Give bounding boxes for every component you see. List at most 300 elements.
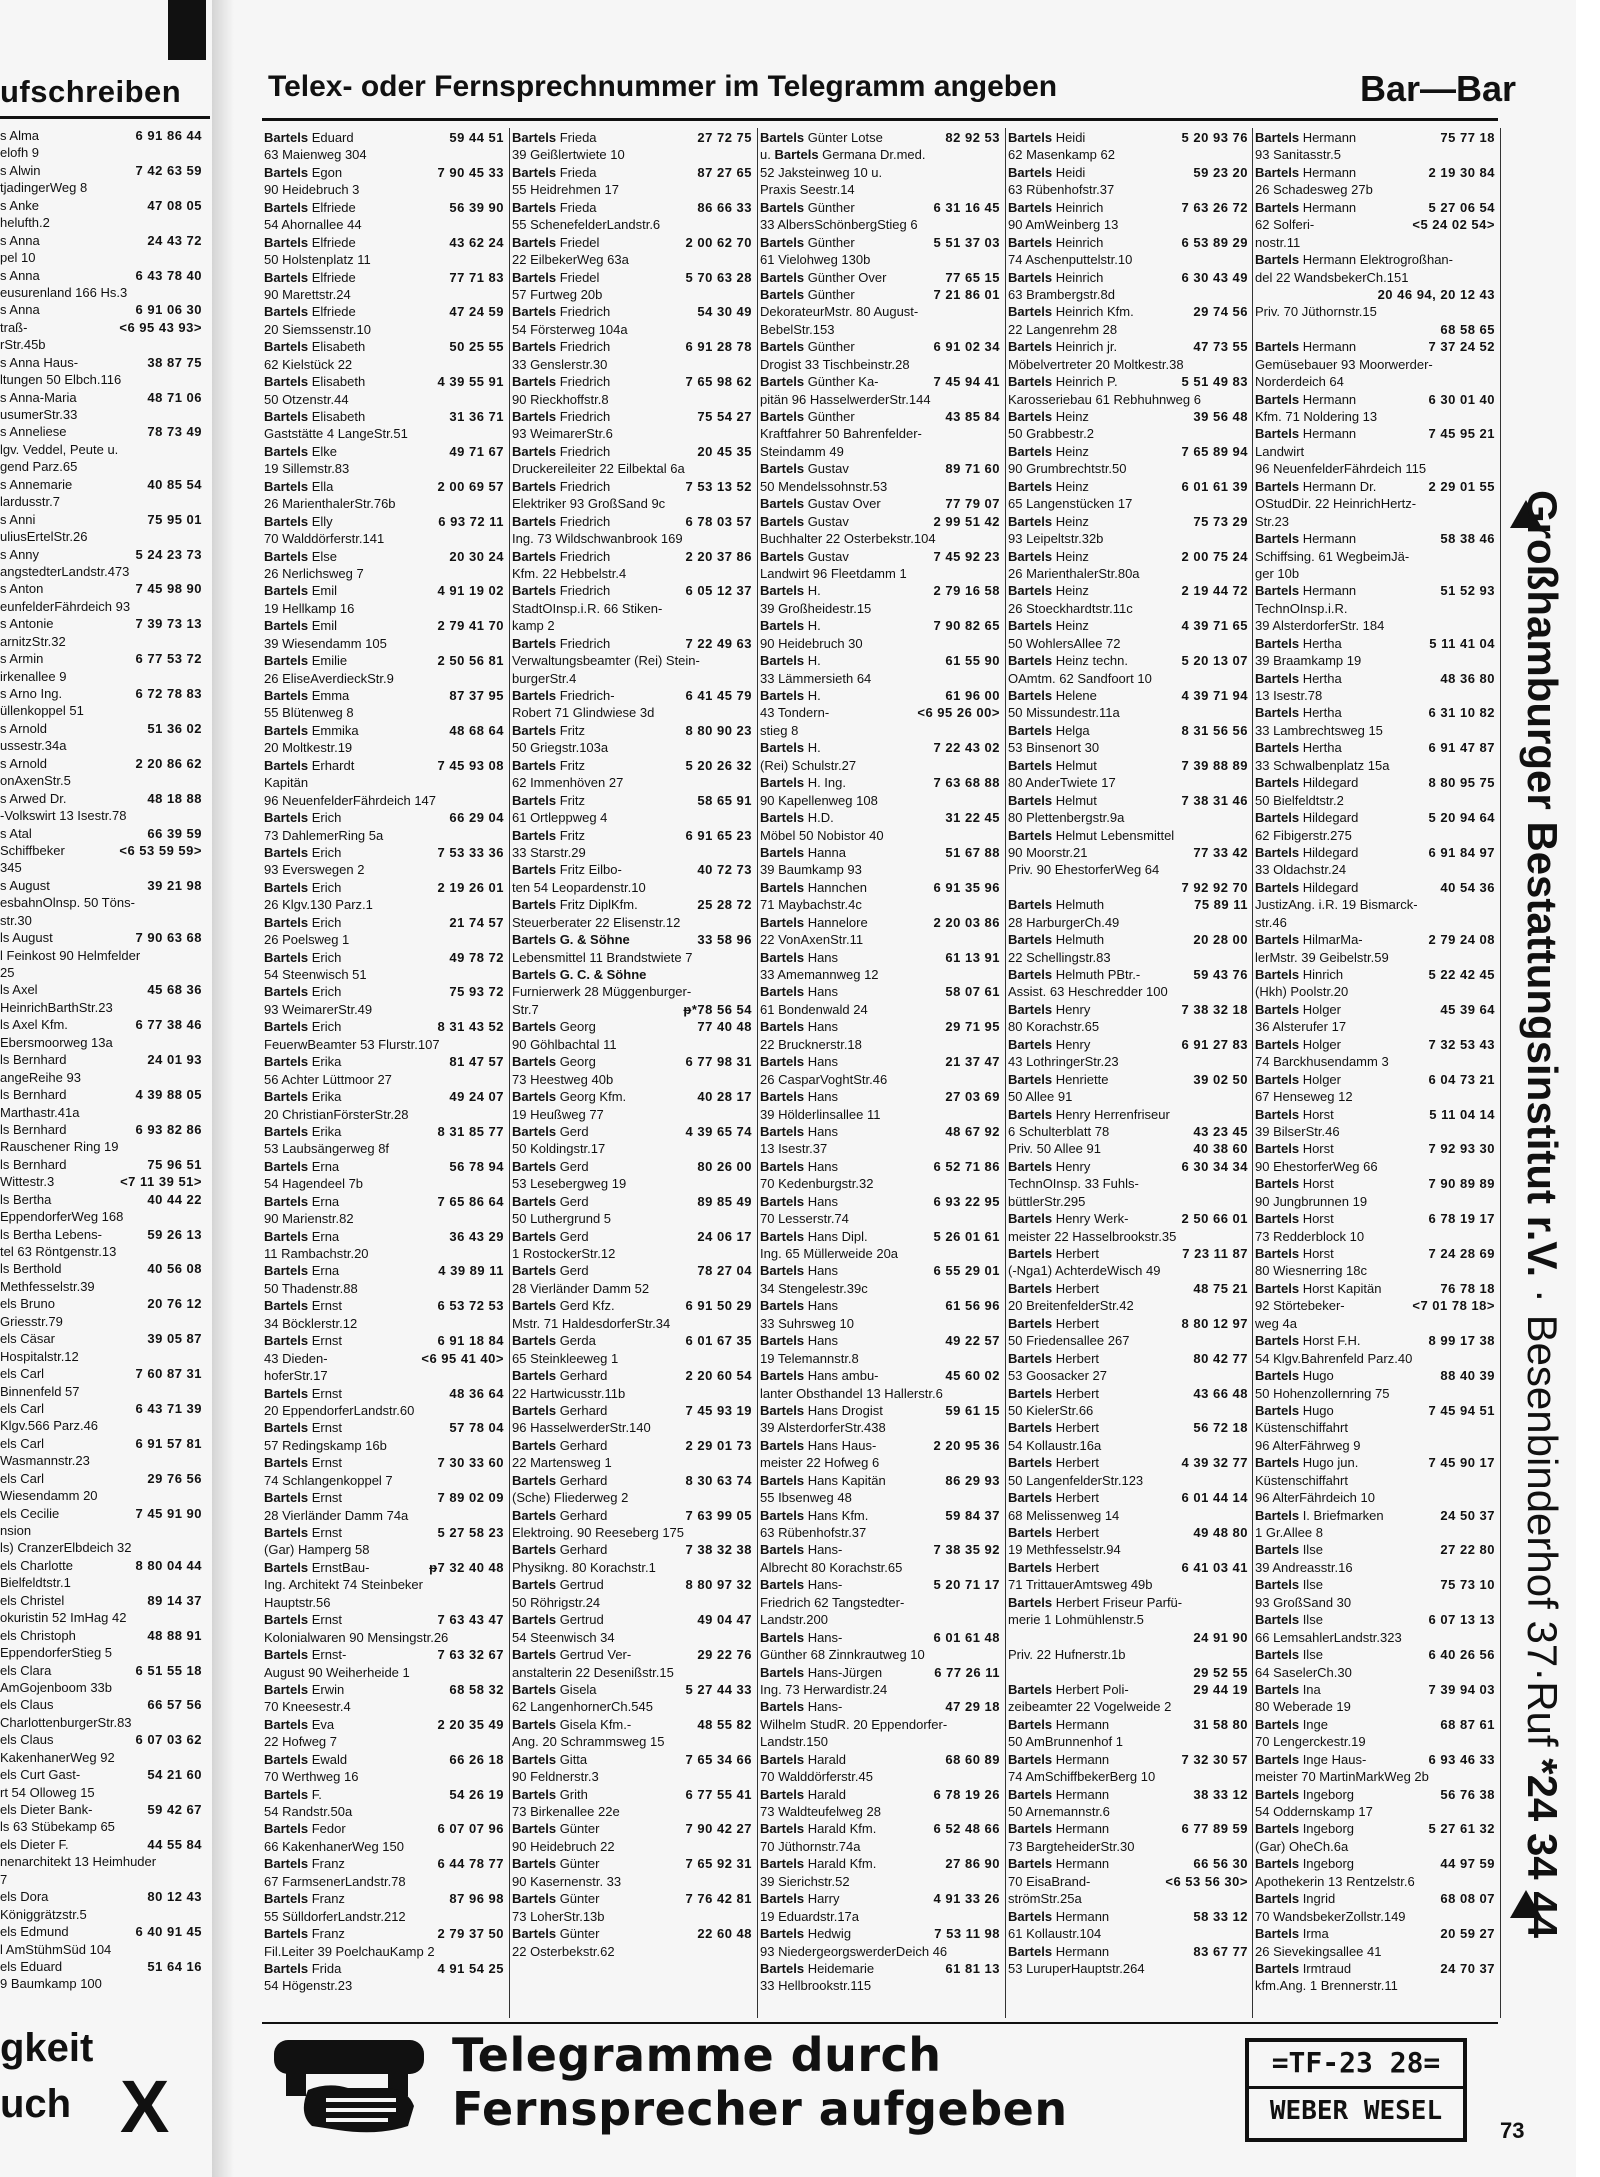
entry-phone-number: 54 30 49 (697, 304, 752, 320)
directory-entry (512, 1647, 752, 1664)
directory-entry (512, 531, 752, 548)
directory-entry (1008, 1438, 1248, 1455)
directory-entry (1255, 1229, 1495, 1246)
entry-text: 28 Vierländer Damm 74a (264, 1507, 409, 1523)
entry-text: JustizAng. i.R. 19 Bismarck- (1255, 897, 1418, 913)
directory-entry (1008, 270, 1248, 287)
directory-entry (512, 392, 752, 409)
directory-entry (264, 915, 504, 932)
entry-text: angeReihe 93 (0, 1069, 81, 1085)
entry-text: Bartels Holger (1255, 1071, 1341, 1087)
directory-entry (1008, 1386, 1248, 1403)
entry-phone-number: 7 39 73 13 (135, 616, 202, 632)
entry-text: 70 Lengerckestr.19 (1255, 1734, 1366, 1750)
directory-entry (264, 1682, 504, 1699)
entry-text: Bartels Ingeborg (1255, 1821, 1355, 1837)
entry-text: s Anke (0, 197, 40, 213)
directory-entry (512, 409, 752, 426)
directory-entry (760, 828, 1000, 845)
directory-entry (512, 1595, 752, 1612)
directory-entry (512, 514, 752, 531)
directory-entry (1255, 287, 1495, 304)
entry-text: del 22 WandsbekerCh.151 (1255, 269, 1409, 285)
entry-phone-number: 48 71 06 (147, 389, 202, 405)
entry-phone-number: 6 78 19 17 (1428, 1211, 1495, 1227)
entry-text: 73 Heestweg 40b (512, 1071, 614, 1087)
entry-text: els Carl (0, 1470, 45, 1486)
directory-entry (1255, 758, 1495, 775)
directory-entry (1008, 932, 1248, 949)
directory-entry (264, 1316, 504, 1333)
directory-entry (1255, 1054, 1495, 1071)
entry-phone-number: 4 39 88 05 (135, 1087, 202, 1103)
entry-text: lanter Obsthandel 13 Hallerstr.6 (760, 1385, 943, 1401)
entry-phone-number: <6 95 41 40> (421, 1350, 504, 1366)
directory-entry (0, 965, 206, 982)
directory-entry (1008, 1542, 1248, 1559)
directory-entry (264, 1630, 504, 1647)
entry-text: Bartels Henry (1008, 1036, 1091, 1052)
directory-entry (264, 1455, 504, 1472)
ad-separator: · (1519, 1288, 1566, 1303)
entry-text: 50 Luthergrund 5 (512, 1211, 612, 1227)
entry-phone-number: 7 45 94 41 (933, 374, 1000, 390)
directory-entry (264, 130, 504, 147)
entry-text: Landstr.150 (760, 1734, 828, 1750)
entry-phone-number: 77 71 83 (449, 269, 504, 285)
entry-phone-number: 75 96 51 (147, 1156, 202, 1172)
entry-text: Bartels Herbert Friseur Parfü- (1008, 1594, 1183, 1610)
directory-entry (264, 705, 504, 722)
entry-phone-number: 51 36 02 (147, 720, 202, 736)
entry-text: Bartels Inge (1255, 1716, 1328, 1732)
directory-entry (264, 426, 504, 443)
directory-entry (1255, 322, 1495, 339)
directory-entry (264, 566, 504, 583)
directory-entry (760, 531, 1000, 548)
directory-entry (760, 322, 1000, 339)
entry-phone-number: 7 65 34 66 (685, 1751, 752, 1767)
directory-entry (264, 618, 504, 635)
entry-text: Bartels Georg (512, 1019, 596, 1035)
entry-phone-number: 6 01 61 39 (1181, 478, 1248, 494)
entry-text: Bartels Gertrud (512, 1612, 604, 1628)
entry-text: Bartels Hans (760, 949, 839, 965)
directory-entry (264, 880, 504, 897)
entry-text: Möbelvertreter 20 Moltkestr.38 (1008, 356, 1184, 372)
directory-entry (512, 1298, 752, 1315)
entry-text: Bartels Herbert (1008, 1350, 1100, 1366)
directory-entry (1255, 409, 1495, 426)
entry-text: 50 Hohenzollernring 75 (1255, 1385, 1390, 1401)
directory-entry (760, 984, 1000, 1001)
entry-phone-number: 47 73 55 (1193, 339, 1248, 355)
entry-phone-number: 48 55 82 (697, 1716, 752, 1732)
directory-entry (0, 1767, 206, 1784)
directory-entry (264, 549, 504, 566)
entry-phone-number: 75 77 18 (1440, 130, 1495, 145)
entry-phone-number: 40 56 08 (147, 1261, 202, 1277)
directory-entry (512, 723, 752, 740)
directory-entry (512, 304, 752, 321)
entry-phone-number: 44 55 84 (147, 1836, 202, 1852)
directory-entry (1008, 1211, 1248, 1228)
entry-text: Bartels Fritz (512, 757, 585, 773)
entry-text: 93 NiedergeorgswerderDeich 46 (760, 1943, 948, 1959)
entry-text: 9 Baumkamp 100 (0, 1976, 102, 1992)
directory-entry (1255, 235, 1495, 252)
entry-text: els Carl (0, 1435, 45, 1451)
directory-entry (0, 1279, 206, 1296)
directory-entry (1008, 235, 1248, 252)
entry-text: 53 Laubsängerweg 8f (264, 1141, 390, 1157)
entry-text: ltungen 50 Elbch.116 (0, 372, 122, 388)
directory-entry (1008, 1037, 1248, 1054)
directory-entry (1008, 1316, 1248, 1333)
directory-entry (0, 1174, 206, 1191)
entry-text: arnitzStr.32 (0, 633, 66, 649)
entry-text: Bartels Gustav (760, 513, 849, 529)
directory-entry (512, 1856, 752, 1873)
entry-text: Bartels Ingeborg (1255, 1856, 1355, 1872)
directory-entry (1008, 1176, 1248, 1193)
directory-entry (264, 1211, 504, 1228)
directory-entry (1255, 1525, 1495, 1542)
entry-phone-number: 40 85 54 (147, 476, 202, 492)
directory-entry (1008, 1839, 1248, 1856)
directory-entry (0, 128, 206, 145)
directory-entry (1008, 583, 1248, 600)
entry-text: 70 Lesserstr.74 (760, 1211, 849, 1227)
directory-entry (760, 549, 1000, 566)
entry-text: 70 Kedenburgstr.32 (760, 1176, 874, 1192)
entry-phone-number: 5 27 58 23 (437, 1525, 504, 1540)
entry-text: 80 Wiesnerring 18c (1255, 1263, 1367, 1279)
directory-entry (1008, 1072, 1248, 1089)
entry-text: Bartels Gerhard (512, 1472, 608, 1488)
entry-text: 50 Otzenstr.44 (264, 391, 349, 407)
entry-text: 55 Ibsenweg 48 (760, 1490, 852, 1506)
directory-entry (512, 287, 752, 304)
entry-text: 62 Kielstück 22 (264, 356, 353, 372)
directory-entry (512, 880, 752, 897)
entry-phone-number: 5 24 23 73 (135, 546, 202, 562)
entry-phone-number: 6 44 78 77 (437, 1856, 504, 1872)
entry-text: ls Berthold (0, 1261, 62, 1277)
directory-entry (760, 671, 1000, 688)
entry-text: Bartels Horst (1255, 1106, 1334, 1122)
entry-phone-number: 56 78 94 (449, 1158, 504, 1174)
entry-text: 66 KakenhanerWeg 150 (264, 1838, 404, 1854)
entry-phone-number: 39 02 50 (1193, 1071, 1248, 1087)
directory-entry (1255, 374, 1495, 391)
directory-entry (1008, 217, 1248, 234)
entry-text: Ang. 20 Schrammsweg 15 (512, 1734, 665, 1750)
entry-text: 73 DahlemerRing 5a (264, 827, 384, 843)
entry-text: Kfm. 71 Noldering 13 (1255, 409, 1378, 424)
entry-text: onAxenStr.5 (0, 773, 71, 789)
entry-phone-number: 59 43 76 (1193, 967, 1248, 982)
entry-phone-number: 7 39 94 03 (1428, 1681, 1495, 1697)
directory-entry (0, 355, 206, 372)
directory-entry (1255, 461, 1495, 478)
entry-text: 57 Furtweg 20b (512, 286, 603, 302)
directory-entry (1255, 426, 1495, 443)
entry-text: (Sche) Fliederweg 2 (512, 1490, 629, 1506)
directory-entry (1008, 1734, 1248, 1751)
directory-entry (264, 1891, 504, 1908)
entry-text: Bartels Hermann Elektrogroßhan- (1255, 252, 1453, 268)
directory-entry (1008, 1054, 1248, 1071)
directory-entry (264, 1734, 504, 1751)
directory-entry (0, 1418, 206, 1435)
directory-entry (264, 793, 504, 810)
directory-entry (760, 1752, 1000, 1769)
directory-entry (0, 930, 206, 947)
entry-text: Bartels Horst F.H. (1255, 1333, 1361, 1349)
left-page-rule (0, 116, 210, 119)
directory-entry (0, 215, 206, 232)
directory-entry (0, 1366, 206, 1383)
directory-entry (0, 1854, 206, 1871)
directory-entry (1255, 1787, 1495, 1804)
entry-text: 68 Melissenweg 14 (1008, 1507, 1120, 1523)
entry-text: 39 Wiesendamm 105 (264, 635, 387, 651)
entry-text: Bartels Günter Lotse (760, 130, 883, 145)
entry-phone-number: 7 45 92 23 (933, 548, 1000, 564)
directory-entry (0, 407, 206, 424)
entry-text: 26 MarienthalerStr.80a (1008, 565, 1140, 581)
directory-entry (760, 1734, 1000, 1751)
directory-entry (1008, 252, 1248, 269)
directory-entry (512, 1612, 752, 1629)
directory-entry (512, 182, 752, 199)
entry-phone-number: 7 53 13 52 (685, 478, 752, 494)
directory-entry (264, 601, 504, 618)
directory-entry (1008, 1089, 1248, 1106)
entry-text: Priv. 22 Hufnerstr.1b (1008, 1647, 1126, 1663)
directory-entry (1255, 1072, 1495, 1089)
directory-entry (760, 217, 1000, 234)
directory-entry (0, 1785, 206, 1802)
entry-text: Bartels Ilse (1255, 1542, 1323, 1558)
directory-entry (264, 1054, 504, 1071)
entry-phone-number: 76 78 18 (1440, 1280, 1495, 1296)
directory-entry (264, 444, 504, 461)
entry-text: 19 Sillemstr.83 (264, 461, 350, 477)
entry-text: Bartels Elisabeth (264, 374, 366, 390)
entry-phone-number: 6 40 91 45 (135, 1924, 202, 1940)
directory-entry (0, 1959, 206, 1976)
entry-text: Bartels Ernst (264, 1385, 343, 1401)
entry-phone-number: 2 79 24 08 (1428, 932, 1495, 948)
directory-entry (264, 1874, 504, 1891)
entry-phone-number: 5 22 42 45 (1428, 967, 1495, 982)
entry-text: 22 Hartwicusstr.11b (512, 1385, 626, 1401)
directory-entry (0, 1924, 206, 1941)
directory-entry (1255, 479, 1495, 496)
directory-entry (1255, 200, 1495, 217)
directory-entry (512, 1717, 752, 1734)
directory-entry (1008, 1856, 1248, 1873)
entry-phone-number: 29 74 56 (1193, 304, 1248, 320)
directory-entry (0, 320, 206, 337)
entry-phone-number: 40 44 22 (147, 1191, 202, 1207)
directory-entry (512, 1525, 752, 1542)
entry-text: ten 54 Leopardenstr.10 (512, 879, 646, 895)
entry-phone-number: 31 36 71 (449, 409, 504, 424)
directory-entry (512, 270, 752, 287)
entry-text: Bartels Heinz techn. (1008, 653, 1128, 669)
entry-text: Bartels Elfriede (264, 304, 356, 320)
entry-text: 62 Masenkamp 62 (1008, 147, 1115, 163)
entry-phone-number: 7 60 87 31 (135, 1366, 202, 1382)
directory-entry (760, 1386, 1000, 1403)
directory-entry (0, 581, 206, 598)
entry-text: 26 Klgv.130 Parz.1 (264, 897, 373, 913)
directory-entry (1008, 392, 1248, 409)
entry-text: Bartels Gertrud Ver- (512, 1647, 632, 1663)
entry-text: Bartels Hermann (1008, 1943, 1110, 1959)
entry-text: Bartels Hans (760, 984, 839, 1000)
directory-entry (760, 479, 1000, 496)
entry-text: Bartels Günther Ka- (760, 374, 879, 390)
entry-text: Bartels Helmuth (1008, 932, 1105, 948)
directory-entry (760, 775, 1000, 792)
directory-entry (1255, 740, 1495, 757)
entry-text: 50 Holstenplatz 11 (264, 252, 371, 268)
directory-entry (264, 531, 504, 548)
directory-entry (0, 372, 206, 389)
directory-entry (1008, 1141, 1248, 1158)
entry-text: Bartels Gerd (512, 1228, 589, 1244)
entry-text: Apothekerin 13 Rentzelstr.6 (1255, 1873, 1415, 1889)
entry-text: u. Bartels Germana Dr.med. (760, 147, 926, 163)
entry-text: s Anneliese (0, 424, 67, 440)
entry-text: Bartels Herbert (1008, 1525, 1100, 1540)
entry-phone-number: 87 37 95 (449, 688, 504, 703)
entry-text: 62 Fibigerstr.275 (1255, 827, 1352, 843)
entry-text: 80 AnderTwiete 17 (1008, 775, 1116, 791)
entry-text: eusurenland 166 Hs.3 (0, 284, 128, 300)
directory-entry (0, 1384, 206, 1401)
entry-phone-number: 56 72 18 (1193, 1420, 1248, 1436)
directory-entry (1255, 339, 1495, 356)
entry-text: Bartels Gerhard (512, 1368, 608, 1384)
entry-text: Bartels Friedrich (512, 304, 611, 320)
entry-phone-number: 6 30 34 34 (1181, 1158, 1248, 1174)
entry-phone-number: 75 73 10 (1440, 1577, 1495, 1593)
entry-phone-number: 5 27 61 32 (1428, 1821, 1495, 1837)
telex-stamp-box (1245, 2038, 1467, 2142)
entry-text: OStudDir. 22 HeinrichHertz- (1255, 496, 1417, 512)
entry-text: Bartels Ilse (1255, 1612, 1323, 1628)
entry-text: Ing. 73 Herwardistr.24 (760, 1681, 888, 1697)
directory-entry (1255, 1595, 1495, 1612)
directory-entry (760, 1211, 1000, 1228)
directory-entry (1008, 810, 1248, 827)
directory-entry (512, 1176, 752, 1193)
entry-phone-number: 24 01 93 (147, 1052, 202, 1068)
directory-entry (1008, 688, 1248, 705)
entry-text: 93 GroßSand 30 (1255, 1594, 1352, 1610)
directory-entry (264, 1804, 504, 1821)
listing-column-2 (512, 130, 752, 1961)
entry-phone-number: 7 65 98 62 (685, 374, 752, 390)
directory-entry (264, 1089, 504, 1106)
directory-entry (1008, 1752, 1248, 1769)
entry-text: TechnOInsp. 33 Fuhls- (1008, 1176, 1139, 1192)
entry-text: Bartels Hans Kapitän (760, 1472, 886, 1488)
entry-phone-number: 89 71 60 (945, 461, 1000, 477)
entry-text: Landwirt 96 Fleetdamm 1 (760, 565, 907, 581)
directory-entry (1255, 1211, 1495, 1228)
entry-text: 80 Korachstr.65 (1008, 1019, 1100, 1035)
entry-phone-number: 7 38 32 18 (1181, 1001, 1248, 1017)
left-bottom-line-1: gkeit (0, 2026, 94, 2070)
entry-phone-number: 20 46 94, 20 12 43 (1377, 286, 1495, 302)
entry-text: 39 Großheidestr.15 (760, 600, 872, 616)
directory-entry (0, 250, 206, 267)
directory-entry (760, 1229, 1000, 1246)
entry-text: 71 Maybachstr.4c (760, 897, 862, 913)
entry-text: els Cecilie (0, 1505, 60, 1521)
directory-entry (264, 671, 504, 688)
entry-phone-number: 5 20 26 32 (685, 757, 752, 773)
entry-text: Bartels G. C. & Söhne (512, 967, 647, 982)
entry-phone-number: 6 30 01 40 (1428, 391, 1495, 407)
entry-phone-number: 56 76 38 (1440, 1786, 1495, 1802)
entry-text: Schiffbeker (0, 842, 65, 858)
entry-text: 65 Steinkleeweg 1 (512, 1350, 619, 1366)
entry-text: ger 10b (1255, 565, 1300, 581)
directory-entry (1008, 1298, 1248, 1315)
directory-entry (1255, 897, 1495, 914)
entry-text: 93 WeimarerStr.6 (512, 426, 613, 442)
entry-text: 22 Osterbekstr.62 (512, 1943, 615, 1959)
entry-text: Bartels Erna (264, 1193, 340, 1209)
entry-text: Bartels H. Ing. (760, 775, 846, 791)
entry-text: FeuerwBeamter 53 Flurstr.107 (264, 1036, 440, 1052)
directory-entry (0, 564, 206, 581)
entry-text: (Rei) Schulstr.27 (760, 757, 857, 773)
entry-text: 22 VonAxenStr.11 (760, 932, 864, 948)
entry-text: Bartels Hans (760, 1193, 839, 1209)
entry-phone-number: 88 40 39 (1440, 1368, 1495, 1384)
directory-entry (264, 1560, 504, 1577)
entry-text: 90 Rieckhoffstr.8 (512, 391, 609, 407)
entry-phone-number: 50 25 55 (449, 339, 504, 355)
directory-entry (760, 1107, 1000, 1124)
entry-text: meister 22 Hasselbrookstr.35 (1008, 1228, 1177, 1244)
entry-phone-number: 6 43 78 40 (135, 267, 202, 283)
directory-entry (1255, 688, 1495, 705)
directory-entry (760, 357, 1000, 374)
entry-phone-number: 24 70 37 (1440, 1960, 1495, 1976)
entry-phone-number: 8 80 90 23 (685, 722, 752, 738)
entry-text: 50 Friedensallee 267 (1008, 1333, 1130, 1349)
entry-phone-number: 77 65 15 (945, 269, 1000, 285)
entry-text: Bartels Hildegard (1255, 844, 1359, 860)
directory-entry (1008, 1926, 1248, 1943)
directory-entry (1008, 322, 1248, 339)
entry-phone-number: 6 91 06 30 (135, 302, 202, 318)
directory-entry (0, 1976, 206, 1993)
entry-phone-number: 2 79 41 70 (437, 618, 504, 634)
directory-entry (264, 775, 504, 792)
directory-entry (512, 252, 752, 269)
directory-entry (1255, 531, 1495, 548)
